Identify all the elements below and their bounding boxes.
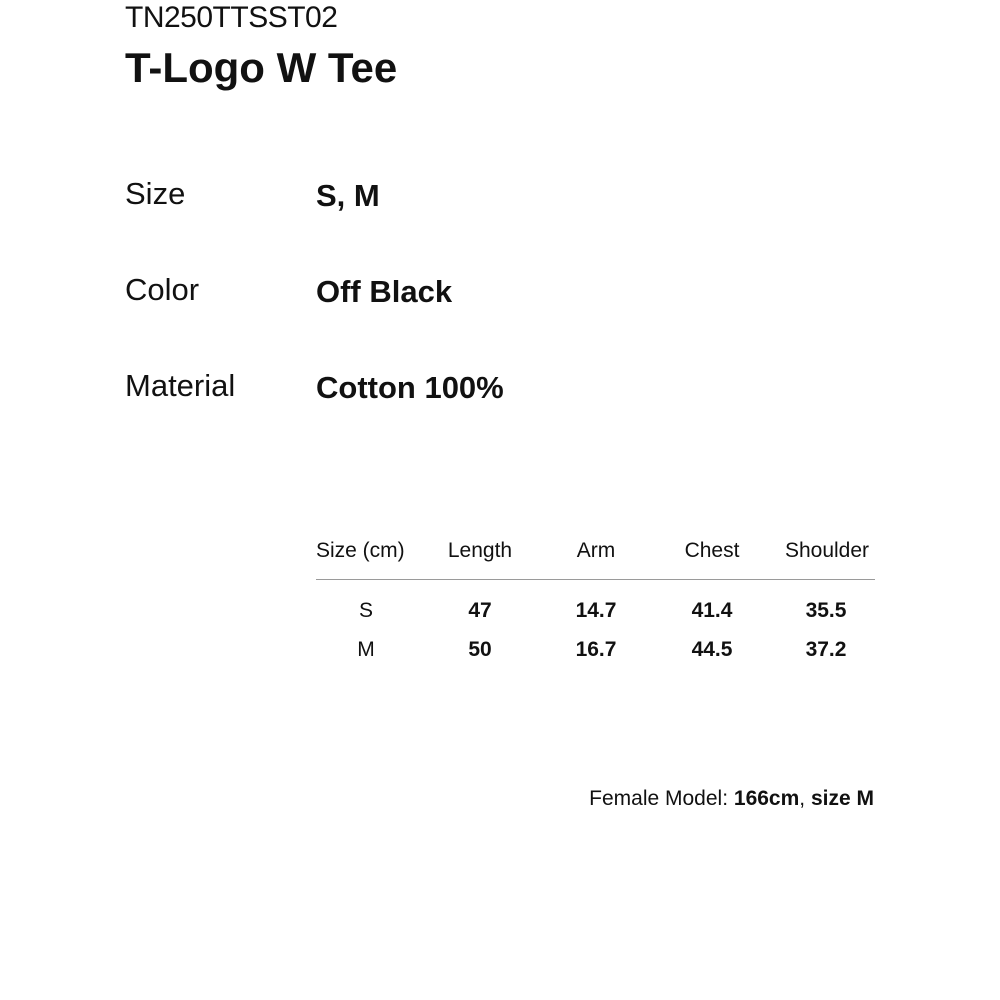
model-size: size M [810,787,874,810]
product-title: T-Logo W Tee [125,44,398,91]
table-header-chest: Chest [684,539,740,562]
table-cell-length-m: 50 [468,638,492,661]
table-cell-length-s: 47 [468,599,492,622]
product-code: TN250TTSST02 [125,1,338,34]
model-label: Female Model: [589,787,729,810]
table-cell-arm-m: 16.7 [575,638,617,661]
spec-label-size: Size [125,176,186,211]
spec-value-color: Off Black [316,274,453,309]
table-header-length: Length [447,539,513,562]
table-header-arm: Arm [576,539,616,562]
spec-label-color: Color [125,272,200,307]
spec-label-material: Material [125,368,236,403]
table-cell-size-s: S [358,599,373,622]
table-cell-shoulder-s: 35.5 [805,599,847,622]
table-cell-chest-m: 44.5 [691,638,733,661]
spec-value-size: S, M [316,178,380,213]
table-cell-arm-s: 14.7 [575,599,617,622]
model-separator: , [799,787,806,810]
model-height: 166cm [733,787,800,810]
table-divider [316,579,875,580]
table-cell-shoulder-m: 37.2 [805,638,847,661]
table-header-shoulder: Shoulder [784,539,870,562]
table-header-size: Size (cm) [316,539,405,562]
model-info [589,784,874,814]
spec-value-material: Cotton 100% [316,370,504,405]
table-cell-chest-s: 41.4 [691,599,733,622]
table-cell-size-m: M [357,638,375,661]
